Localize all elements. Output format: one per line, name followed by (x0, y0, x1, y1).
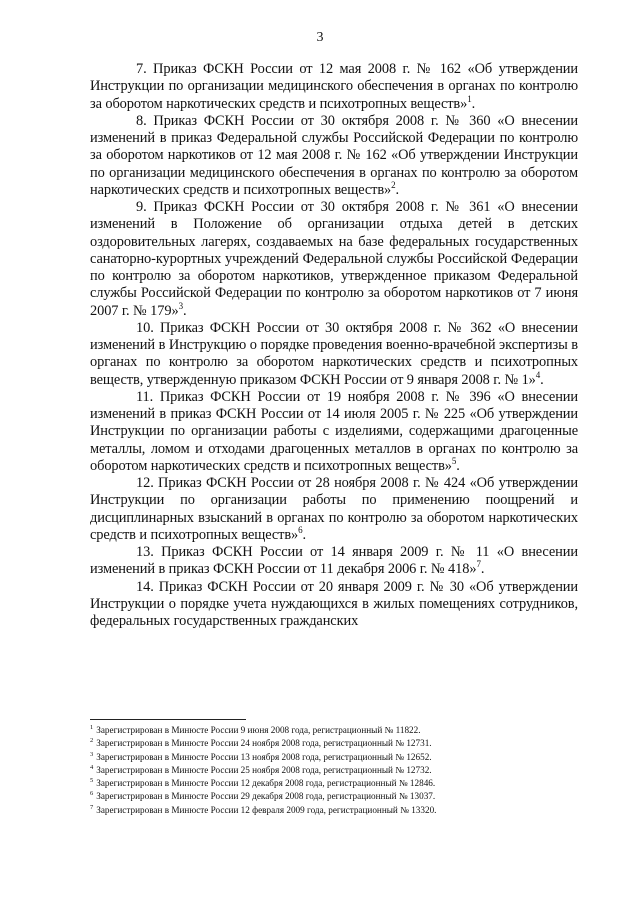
footnote (90, 751, 560, 764)
footnote-text: Зарегистрирован в Минюсте России 9 июня 2008 года, регистрационный № 11822. (96, 725, 421, 735)
footnote-text: Зарегистрирован в Минюсте России 12 февраля 2009 года, регистрационный № 13320. (96, 804, 437, 815)
footnote-mark: 2 (90, 737, 94, 745)
footnotes (90, 724, 560, 817)
order-text: 7. Приказ ФСКН России от 12 мая 2008 г. № 162 «Об утверждении Инструкции по организации медицинского обеспечения в органах по контролю за оборотом наркотических средств и психотропных веществ» (90, 61, 578, 112)
footnote-ref: 7 (476, 559, 481, 570)
order-tail: . (456, 457, 460, 474)
footnote-mark: 1 (90, 723, 94, 731)
footnote-mark: 3 (90, 750, 94, 758)
order-tail: . (182, 302, 187, 319)
order-text: 10. Приказ ФСКН России от 30 октября 2008 г. № 362 «О внесении изменений в Инструкцию о порядке проведения военно-врачебной экспертизы в органах по контролю за оборотом наркотических средств и психотропных веществ, утвержденную приказом ФСКН России от 9 января 2008 г. № 1» (90, 319, 578, 388)
footnote-text: Зарегистрирован в Минюсте России 12 декабря 2008 года, регистрационный № 12846. (96, 778, 436, 789)
order-list (90, 61, 578, 630)
footnote-mark: 5 (90, 777, 94, 785)
order-item (90, 61, 578, 113)
footnote-ref: 6 (298, 524, 303, 535)
footnote (90, 790, 560, 803)
footnote-ref: 2 (391, 179, 396, 190)
order-item (90, 475, 578, 544)
footnote (90, 804, 560, 817)
footnote-mark: 6 (90, 790, 94, 798)
order-item (90, 579, 578, 631)
order-text: 12. Приказ ФСКН России от 28 ноября 2008 г. № 424 «Об утверждении Инструкции по организации работы по применению поощрений и дисциплинарных взысканий в органах по контролю за оборотом наркотических средств и психотропных веществ» (90, 475, 578, 543)
order-text: 11. Приказ ФСКН России от 19 ноября 2008 г. № 396 «О внесении изменений в приказ ФСКН России от 14 июля 2005 г. № 225 «Об утверждении Инструкции по организации работы с изделиями, содержащими драгоценные металлы, ломом и отходами драгоценных металлов в органах по контролю за оборотом наркотических средств и психотропных веществ» (90, 388, 578, 474)
order-tail: . (540, 371, 544, 388)
order-item (90, 199, 578, 320)
footnote (90, 777, 560, 790)
order-item (90, 320, 578, 389)
footnote-text: Зарегистрирован в Минюсте России 24 ноября 2008 года, регистрационный № 12731. (96, 738, 432, 749)
footnote-ref: 5 (451, 455, 457, 466)
footnote-text: Зарегистрирован в Минюсте России 13 ноября 2008 года, регистрационный № 12652. (96, 751, 432, 762)
footnote-mark: 4 (90, 763, 94, 771)
footnote-mark: 7 (90, 803, 94, 811)
footnote-text: Зарегистрирован в Минюсте России 25 ноября 2008 года, регистрационный № 12732. (96, 764, 432, 775)
footnote-ref: 4 (535, 369, 541, 380)
order-text: 8. Приказ ФСКН России от 30 октября 2008 г. № 360 «О внесении изменений в приказ Федеральной службы Российской Федерации по контролю за оборотом наркотиков от 12 мая 2008 г. № 162 «Об утверждении Инструкции по организации медицинского обеспечения в органах по контролю за оборотом наркотических средств и психотропных веществ» (90, 112, 578, 198)
order-item (90, 113, 578, 199)
order-tail: . (480, 561, 485, 578)
order-tail: . (302, 526, 307, 543)
order-tail: . (471, 95, 476, 112)
footnote-divider (90, 719, 246, 720)
order-text: 14. Приказ ФСКН России от 20 января 2009 г. № 30 «Об утверждении Инструкции о порядке учета нуждающихся в жилых помещениях сотрудников, федеральных государственных гражданских (90, 578, 578, 629)
footnote (90, 737, 560, 750)
page-number: 3 (316, 30, 324, 45)
footnote-text: Зарегистрирован в Минюсте России 29 декабря 2008 года, регистрационный № 13037. (96, 791, 436, 802)
footnote (90, 764, 560, 777)
order-item (90, 389, 578, 475)
order-item (90, 544, 578, 579)
footnote-ref: 1 (467, 93, 472, 104)
order-text: 9. Приказ ФСКН России от 30 октября 2008 г. № 361 «О внесении изменений в Положение об организации отдыха детей в детских оздоровительных лагерях, создаваемых на базе федеральных государственных санаторно-курортных учреждений Федеральной службы Российской Федерации по контролю за оборотом наркотиков, утвержденное приказом Федеральной службы Российской Федерации по контролю за оборотом наркотиков от 7 июня 2007 г. № 179» (90, 199, 578, 319)
footnote (90, 724, 560, 737)
order-text: 13. Приказ ФСКН России от 14 января 2009 г. № 11 «О внесении изменений в приказ ФСКН России от 11 декабря 2006 г. № 418» (90, 544, 578, 578)
footnote-ref: 3 (178, 300, 183, 311)
order-tail: . (395, 181, 400, 198)
